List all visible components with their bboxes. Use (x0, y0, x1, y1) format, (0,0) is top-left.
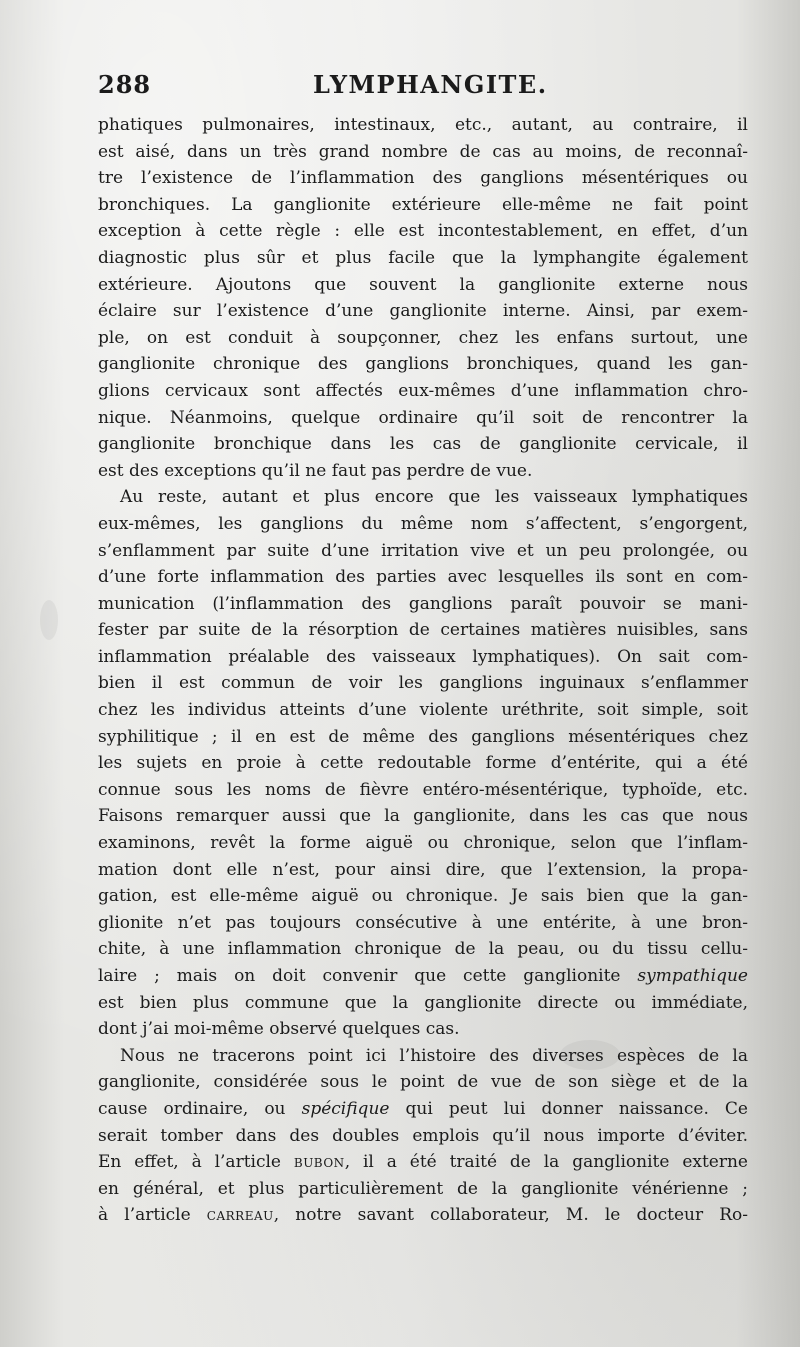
text-run: En effet, à l’article (98, 1152, 281, 1173)
paragraph (98, 1043, 748, 1229)
text-run: , notre savant collaborateur, M. le docteur Ro- (273, 1205, 748, 1226)
text-line: phatiques pulmonaires, intestinaux, etc., autant, au contraire, il (98, 115, 748, 135)
text-line: Faisons remarquer aussi que la ganglionite, dans les cas que nous (98, 806, 748, 827)
text-line: s’enflamment par suite d’une irritation vive et un peu prolongée, ou (98, 540, 748, 561)
text-run: laire ; mais on doit convenir que cette ganglionite (98, 966, 621, 986)
text-line: Au reste, autant et plus encore que les vaisseaux lymphatiques (120, 487, 748, 508)
text-run: , il a été traité de la ganglionite externe (344, 1152, 748, 1173)
text-run: cause ordinaire, ou (98, 1098, 286, 1119)
text-line: éclaire sur l’existence d’une ganglionite interne. Ainsi, par exem- (98, 301, 748, 322)
text-line: inflammation préalable des vaisseaux lymphatiques). On sait com- (98, 646, 748, 667)
text-line: ganglionite chronique des ganglions bronchiques, quand les gan- (98, 354, 748, 375)
text-line: extérieure. Ajoutons que souvent la ganglionite externe nous (98, 274, 748, 295)
smallcaps-term: bubon (293, 1152, 345, 1173)
text-line: est aisé, dans un très grand nombre de cas au moins, de reconnaî- (98, 141, 748, 162)
text-line: ganglionite, considérée sous le point de vue de son siège et de la (98, 1072, 748, 1093)
text-line (98, 1202, 748, 1229)
text-line: nique. Néanmoins, quelque ordinaire qu’il soit de rencontrer la (98, 407, 748, 428)
text-line: munication (l’inflammation des ganglions paraît pouvoir se mani- (98, 593, 748, 614)
text-line: tre l’existence de l’inflammation des ganglions mésentériques ou (98, 168, 748, 189)
page-header (98, 70, 748, 106)
text-line: glionite n’et pas toujours consécutive à une entérite, à une bron- (98, 912, 748, 933)
smallcaps-term: carreau (206, 1205, 274, 1226)
text-line: serait tomber dans des doubles emplois qu’il nous importe d’éviter. (98, 1125, 748, 1146)
italic-term: spécifique (301, 1098, 390, 1119)
italic-term: sympathique (637, 966, 748, 986)
text-line (98, 1096, 748, 1123)
paper-stain (40, 600, 58, 640)
text-line: bronchiques. La ganglionite extérieure elle-même ne fait point (98, 194, 748, 215)
paragraph (98, 484, 748, 1042)
text-line: diagnostic plus sûr et plus facile que la lymphangite également (98, 247, 748, 268)
text-line: gation, est elle-même aiguë ou chronique. Je sais bien que la gan- (98, 886, 748, 907)
text-line: chite, à une inflammation chronique de la peau, ou du tissu cellu- (98, 939, 748, 960)
text-line: en général, et plus particulièrement de la ganglionite vénérienne ; (98, 1178, 748, 1199)
running-title: LYMPHANGITE. (313, 70, 548, 99)
text-line (98, 1149, 748, 1176)
text-line: connue sous les noms de fièvre entéro-mésentérique, typhoïde, etc. (98, 779, 748, 800)
text-line: ganglionite bronchique dans les cas de ganglionite cervicale, il (98, 434, 748, 455)
text-line: dont j’ai moi-même observé quelques cas. (98, 1019, 460, 1040)
text-line: ple, on est conduit à soupçonner, chez les enfans surtout, une (98, 327, 748, 348)
text-run: qui peut lui donner naissance. Ce (405, 1098, 748, 1119)
text-line: syphilitique ; il en est de même des ganglions mésentériques chez (98, 726, 748, 747)
text-line: fester par suite de la résorption de certaines matières nuisibles, sans (98, 620, 748, 641)
text-line: les sujets en proie à cette redoutable forme d’entérite, qui a été (98, 753, 748, 774)
text-line: examinons, revêt la forme aiguë ou chronique, selon que l’inflam- (98, 833, 748, 854)
text-line: eux-mêmes, les ganglions du même nom s’affectent, s’engorgent, (98, 513, 748, 534)
paragraph (98, 112, 748, 484)
body-text (98, 112, 748, 1229)
text-line (98, 963, 748, 990)
text-line: exception à cette règle : elle est incontestablement, en effet, d’un (98, 221, 748, 242)
text-line: chez les individus atteints d’une violente uréthrite, soit simple, soit (98, 700, 748, 721)
text-line: glions cervicaux sont affectés eux-mêmes d’une inflammation chro- (98, 380, 748, 401)
page-number: 288 (98, 70, 152, 99)
text-line: mation dont elle n’est, pour ainsi dire, que l’extension, la propa- (98, 859, 748, 880)
text-line: d’une forte inflammation des parties avec lesquelles ils sont en com- (98, 567, 748, 588)
text-line: Nous ne tracerons point ici l’histoire des diverses espèces de la (120, 1045, 748, 1066)
text-line: bien il est commun de voir les ganglions inguinaux s’enflammer (98, 673, 748, 694)
text-line: est des exceptions qu’il ne faut pas perdre de vue. (98, 460, 533, 481)
text-run: à l’article (98, 1205, 191, 1226)
text-line: est bien plus commune que la ganglionite directe ou immédiate, (98, 992, 748, 1013)
